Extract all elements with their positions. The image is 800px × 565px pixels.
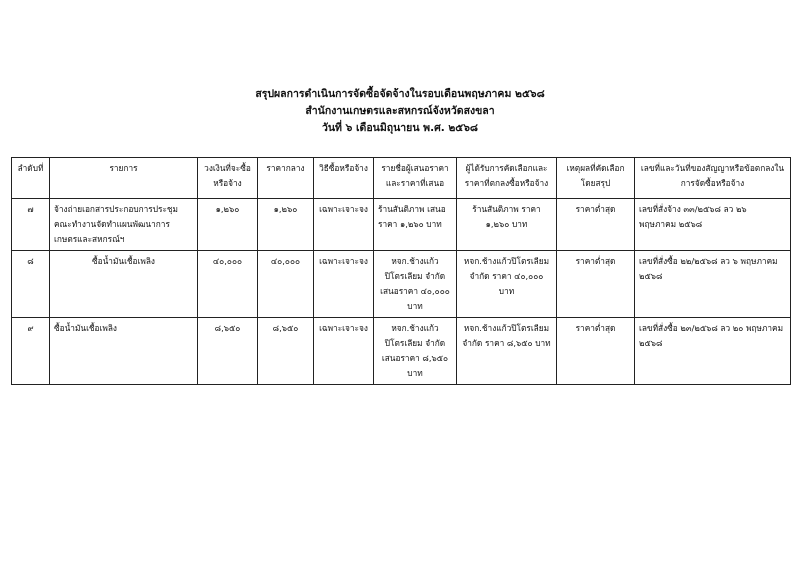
row-item: ซื้อน้ำมันเชื้อเพลิง — [50, 251, 198, 318]
table-row — [12, 199, 791, 251]
row-number: ๘ — [12, 251, 50, 318]
row-bidders: ร้านสันติภาพ เสนอราคา ๑,๒๖๐ บาท — [374, 199, 457, 251]
row-winner: หจก.ช้างแก้วปิโตรเลียม จำกัด ราคา ๘,๖๕๐ บาท — [457, 318, 557, 385]
document-title: สรุปผลการดำเนินการจัดซื้อจัดจ้างในรอบเดือนพฤษภาคม ๒๕๖๘ — [255, 88, 545, 100]
column-header: วิธีซื้อหรือจ้าง — [314, 158, 374, 199]
row-item: จ้างถ่ายเอกสารประกอบการประชุมคณะทำงานจัดทำแผนพัฒนาการเกษตรและสหกรณ์ฯ — [50, 199, 198, 251]
row-winner: ร้านสันติภาพ ราคา ๑,๒๖๐ บาท — [457, 199, 557, 251]
row-reason: ราคาต่ำสุด — [557, 199, 635, 251]
document-date: วันที่ ๖ เดือนมิถุนายน พ.ศ. ๒๕๖๘ — [321, 122, 479, 134]
row-median-price: ๔๐,๐๐๐ — [258, 251, 314, 318]
row-reason: ราคาต่ำสุด — [557, 318, 635, 385]
row-item: ซื้อน้ำมันเชื้อเพลิง — [50, 318, 198, 385]
column-header: เลขที่และวันที่ของสัญญาหรือข้อตกลงในการจัดซื้อหรือจ้าง — [635, 158, 791, 199]
row-budget: ๑,๒๖๐ — [198, 199, 258, 251]
row-number: ๙ — [12, 318, 50, 385]
row-winner: หจก.ช้างแก้วปิโตรเลียม จำกัด ราคา ๔๐,๐๐๐ บาท — [457, 251, 557, 318]
column-header: เหตุผลที่คัดเลือกโดยสรุป — [557, 158, 635, 199]
row-budget: ๔๐,๐๐๐ — [198, 251, 258, 318]
row-method: เฉพาะเจาะจง — [314, 251, 374, 318]
row-number: ๗ — [12, 199, 50, 251]
column-header: ลำดับที่ — [12, 158, 50, 199]
table-row — [12, 318, 791, 385]
row-reason: ราคาต่ำสุด — [557, 251, 635, 318]
organization-name: สำนักงานเกษตรและสหกรณ์จังหวัดสงขลา — [305, 105, 495, 117]
row-method: เฉพาะเจาะจง — [314, 199, 374, 251]
table-header-row — [12, 158, 791, 199]
column-header: ผู้ได้รับการคัดเลือกและราคาที่ตกลงซื้อหรือจ้าง — [457, 158, 557, 199]
column-header: รายชื่อผู้เสนอราคาและราคาที่เสนอ — [374, 158, 457, 199]
column-header: วงเงินที่จะซื้อหรือจ้าง — [198, 158, 258, 199]
table-row — [12, 251, 791, 318]
row-bidders: หจก.ช้างแก้วปิโตรเลียม จำกัด เสนอราคา ๔๐,๐๐๐ บาท — [374, 251, 457, 318]
column-header: รายการ — [50, 158, 198, 199]
document-header — [0, 86, 800, 137]
row-bidders: หจก.ช้างแก้วปิโตรเลียม จำกัด เสนอราคา ๘,๖๕๐ บาท — [374, 318, 457, 385]
column-header: ราคากลาง — [258, 158, 314, 199]
row-method: เฉพาะเจาะจง — [314, 318, 374, 385]
row-contract: เลขที่สั่งซื้อ ๒๓/๒๕๖๘ ลว ๒๐ พฤษภาคม ๒๕๖๘ — [635, 318, 791, 385]
row-median-price: ๑,๒๖๐ — [258, 199, 314, 251]
procurement-table — [11, 157, 791, 385]
row-contract: เลขที่สั่งจ้าง ๓๓/๒๕๖๘ ลว ๒๖ พฤษภาคม ๒๕๖๘ — [635, 199, 791, 251]
row-median-price: ๘,๖๕๐ — [258, 318, 314, 385]
row-budget: ๘,๖๕๐ — [198, 318, 258, 385]
row-contract: เลขที่สั่งซื้อ ๒๒/๒๕๖๘ ลว ๖ พฤษภาคม ๒๕๖๘ — [635, 251, 791, 318]
